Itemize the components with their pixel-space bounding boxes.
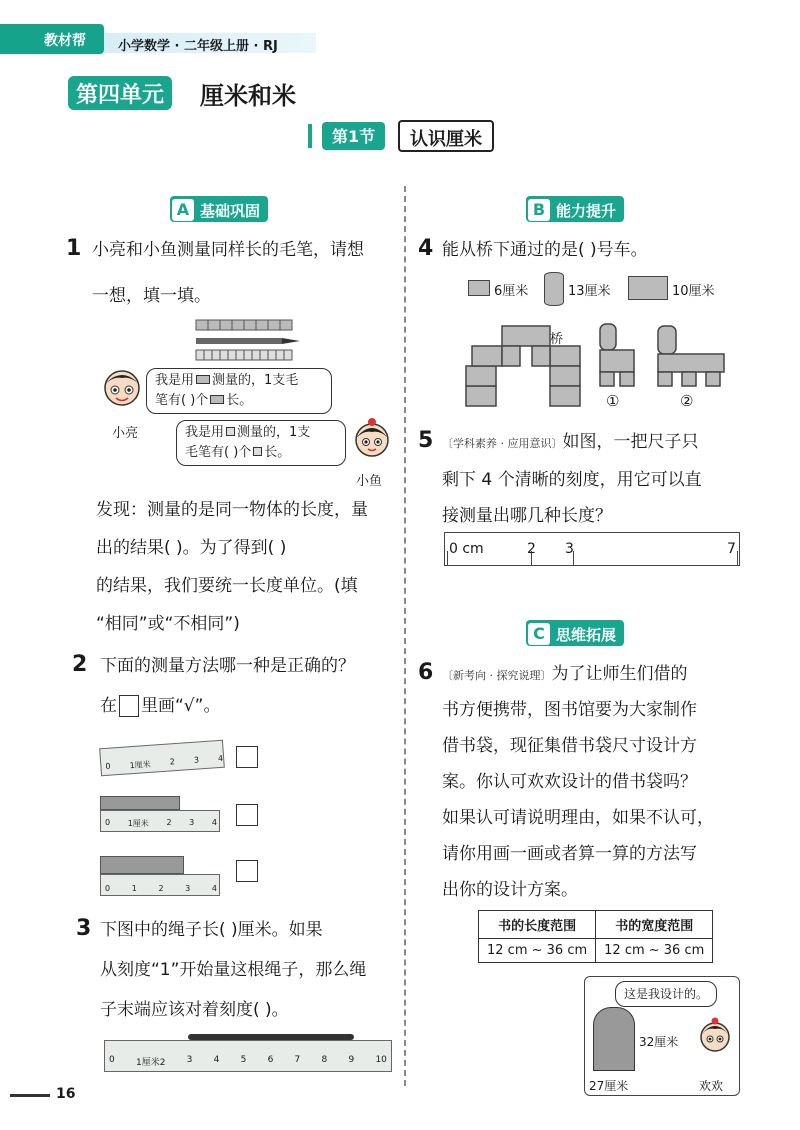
short-blocks	[196, 350, 292, 360]
q6-line5: 如果认可请说明理由，如果不认可，	[442, 808, 714, 828]
q5-line2: 剩下 4 个清晰的刻度，用它可以直	[442, 470, 702, 490]
car-1	[596, 322, 640, 392]
bridge-illustration	[458, 318, 594, 410]
unit-badge: 第四单元	[68, 76, 172, 110]
r3-t3: 3	[185, 884, 191, 893]
r2-t2: 2	[166, 818, 172, 827]
section-b-letter: B	[528, 199, 550, 221]
q5-ruler	[444, 532, 740, 566]
q6-line6: 请你用画一画或者算一算的方法写	[442, 844, 697, 864]
bridge-label: 桥	[550, 332, 564, 347]
page-dash	[10, 1094, 50, 1097]
q5-line3: 接测量出哪几种长度？	[442, 506, 612, 526]
q3-line2: 从刻度“1”开始量这根绳子，那么绳	[100, 960, 367, 980]
q3-ruler	[104, 1040, 392, 1072]
bubble1-part-d: 长。	[226, 393, 253, 408]
q5-label-0: 0 cm	[449, 541, 484, 557]
q1-find4: “相同”或“不相同”)	[96, 614, 240, 634]
q3-t5: 5	[240, 1055, 247, 1065]
q6-line1-text: 为了让师生们借的	[551, 664, 688, 684]
q3-t9: 9	[348, 1055, 355, 1065]
q4-number: 4	[418, 236, 434, 261]
q3-number: 3	[76, 916, 92, 941]
book-size-table	[478, 910, 713, 963]
q3-t10: 10	[375, 1055, 387, 1065]
q1-find1: 发现：测量的是同一物体的长度，量	[96, 500, 368, 520]
q2-ruler1	[99, 740, 225, 777]
table-cell: 12 cm ~ 36 cm	[479, 939, 596, 963]
xiaoyu-name: 小鱼	[356, 474, 383, 489]
q2-answer-box-3[interactable]	[236, 860, 258, 882]
q2-ruler3	[100, 874, 220, 896]
xiaoliang-bubble	[146, 368, 332, 414]
q6-line3: 借书袋，现征集借书袋尺寸设计方	[442, 736, 697, 756]
q3-t7: 7	[294, 1055, 301, 1065]
huanhuan-avatar	[697, 1015, 733, 1061]
bubble2-part-d: 长。	[264, 445, 291, 460]
q5-label-2: 2	[527, 541, 536, 557]
q3-t3: 3	[186, 1055, 193, 1065]
table-cell: 12 cm ~ 36 cm	[596, 939, 713, 963]
bubble2-part-b: 测量的，1支	[237, 425, 311, 440]
car-2	[654, 322, 728, 392]
block-6cm-label: 6厘米	[494, 284, 529, 299]
section-b-tag	[526, 196, 624, 222]
q6-line2: 书方便携带，图书馆要为大家制作	[442, 700, 697, 720]
table-header-cell: 书的宽度范围	[596, 911, 713, 939]
block-10cm	[628, 276, 668, 300]
r3-t2: 2	[158, 884, 164, 893]
q2-object3	[100, 856, 184, 874]
q5-label-3: 3	[565, 541, 574, 557]
r1-t1: 1厘米	[129, 759, 152, 771]
q3-t4: 4	[213, 1055, 220, 1065]
q2-option1	[100, 736, 226, 776]
block-6cm	[468, 280, 490, 296]
q3-line3: 子末端应该对着刻度( )。	[100, 1000, 289, 1020]
q1-line1: 小亮和小鱼测量同样长的毛笔，请想	[92, 240, 364, 260]
car-1-label: ①	[606, 392, 620, 410]
q5-label-7: 7	[727, 541, 736, 557]
long-block-icon	[210, 395, 224, 404]
q5-number: 5	[418, 428, 434, 453]
r2-t0: 0	[105, 818, 111, 827]
answer-box-icon	[119, 695, 139, 717]
brush	[196, 338, 300, 344]
speech-bubble: 这是我设计的。	[615, 981, 717, 1007]
r1-t2: 2	[169, 757, 176, 767]
q6-tag: 〔新考向 · 探究说理〕	[442, 669, 552, 682]
q6-line7: 出你的设计方案。	[442, 880, 578, 900]
q6-number: 6	[418, 660, 434, 685]
brush-illustration	[190, 318, 310, 366]
q3-t6: 6	[267, 1055, 274, 1065]
q6-line1	[442, 658, 688, 692]
r1-t0: 0	[105, 761, 111, 771]
q1-number: 1	[66, 236, 82, 261]
q6-line4: 案。你认可欢欢设计的借书袋吗？	[442, 772, 697, 792]
block-10cm-label: 10厘米	[672, 284, 715, 299]
r3-t4: 4	[211, 884, 217, 893]
section-deco	[308, 124, 318, 148]
column-divider	[404, 186, 406, 1086]
page-number: 16	[56, 1086, 76, 1102]
section-a-tag	[170, 196, 268, 222]
r1-t3: 3	[193, 755, 200, 765]
q5-tag: 〔学科素养 · 应用意识〕	[442, 437, 563, 450]
q1-find2: 出的结果( )。为了得到( )	[96, 538, 287, 558]
xiaoliang-avatar	[100, 366, 144, 416]
block-13cm-label: 13厘米	[568, 284, 611, 299]
q5-line1	[442, 426, 699, 460]
bag-height-label: 32厘米	[639, 1035, 679, 1049]
table-header-row	[479, 911, 713, 939]
xiaoyu-bubble	[176, 420, 346, 466]
q2-answer-box-1[interactable]	[236, 746, 258, 768]
section-c-letter: C	[528, 623, 550, 645]
section-c-label: 思维拓展	[556, 625, 617, 644]
block-13cm	[544, 272, 564, 306]
xiaoyu-avatar	[350, 416, 394, 466]
long-blocks	[196, 320, 292, 330]
q3-line1: 下图中的绳子长( )厘米。如果	[100, 920, 323, 940]
r1-t4: 4	[217, 753, 224, 764]
bubble1-part-c: 笔有( )个	[155, 393, 209, 408]
section-title: 认识厘米	[398, 120, 494, 152]
q2-line2-b: 里画“√”。	[141, 696, 221, 716]
section-badge: 第1节	[322, 122, 385, 150]
section-b-label: 能力提升	[556, 201, 617, 220]
table-header-cell: 书的长度范围	[479, 911, 596, 939]
q2-line2	[100, 690, 220, 722]
q1-line2: 一想，填一填。	[92, 286, 211, 306]
section-a-label: 基础巩固	[200, 201, 261, 220]
series-label: 小学数学 · 二年级上册 · RJ	[118, 39, 278, 54]
q2-line2-a: 在	[100, 696, 117, 716]
bubble2-part-a: 我是用	[185, 425, 225, 440]
bubble1-part-a: 我是用	[155, 373, 195, 388]
bubble2-part-c: 毛笔有( )个	[185, 445, 252, 460]
bubble1-part-b: 测量的，1支毛	[212, 373, 299, 388]
r2-t1: 1厘米	[127, 819, 149, 828]
q1-find3: 的结果，我们要统一长度单位。(填	[96, 576, 358, 596]
section-c-tag	[526, 620, 624, 646]
q3-t8: 8	[321, 1055, 328, 1065]
short-block-icon	[253, 447, 262, 456]
brand-label: 教材帮	[44, 33, 86, 49]
xiaoliang-name: 小亮	[112, 426, 139, 441]
q2-option2	[100, 796, 226, 836]
q5-line1-text: 如图，一把尺子只	[562, 432, 699, 452]
table-row	[479, 939, 713, 963]
r2-t4: 4	[211, 818, 217, 827]
q2-number: 2	[72, 652, 88, 677]
short-block-icon	[226, 427, 235, 436]
huanhuan-name: 欢欢	[699, 1079, 724, 1093]
bag-drawing	[593, 1007, 635, 1071]
section-a-letter: A	[172, 199, 194, 221]
q4-line1: 能从桥下通过的是( )号车。	[442, 240, 648, 260]
q2-object2	[100, 796, 180, 810]
r2-t3: 3	[189, 818, 195, 827]
q3-t0: 0	[109, 1055, 115, 1065]
unit-title: 厘米和米	[200, 82, 296, 110]
q2-line1: 下面的测量方法哪一种是正确的？	[100, 656, 355, 676]
q3-t1: 1厘米2	[135, 1058, 166, 1068]
r3-t0: 0	[105, 884, 111, 893]
series-bar	[104, 33, 316, 53]
r3-t1: 1	[131, 884, 137, 893]
car-2-label: ②	[680, 392, 694, 410]
q2-ruler2	[100, 810, 220, 832]
design-frame	[584, 976, 740, 1096]
long-block-icon	[196, 375, 210, 384]
q2-option3	[100, 856, 226, 900]
bag-width-label: 27厘米	[589, 1079, 629, 1093]
q2-answer-box-2[interactable]	[236, 804, 258, 826]
brand-tab	[0, 24, 104, 54]
